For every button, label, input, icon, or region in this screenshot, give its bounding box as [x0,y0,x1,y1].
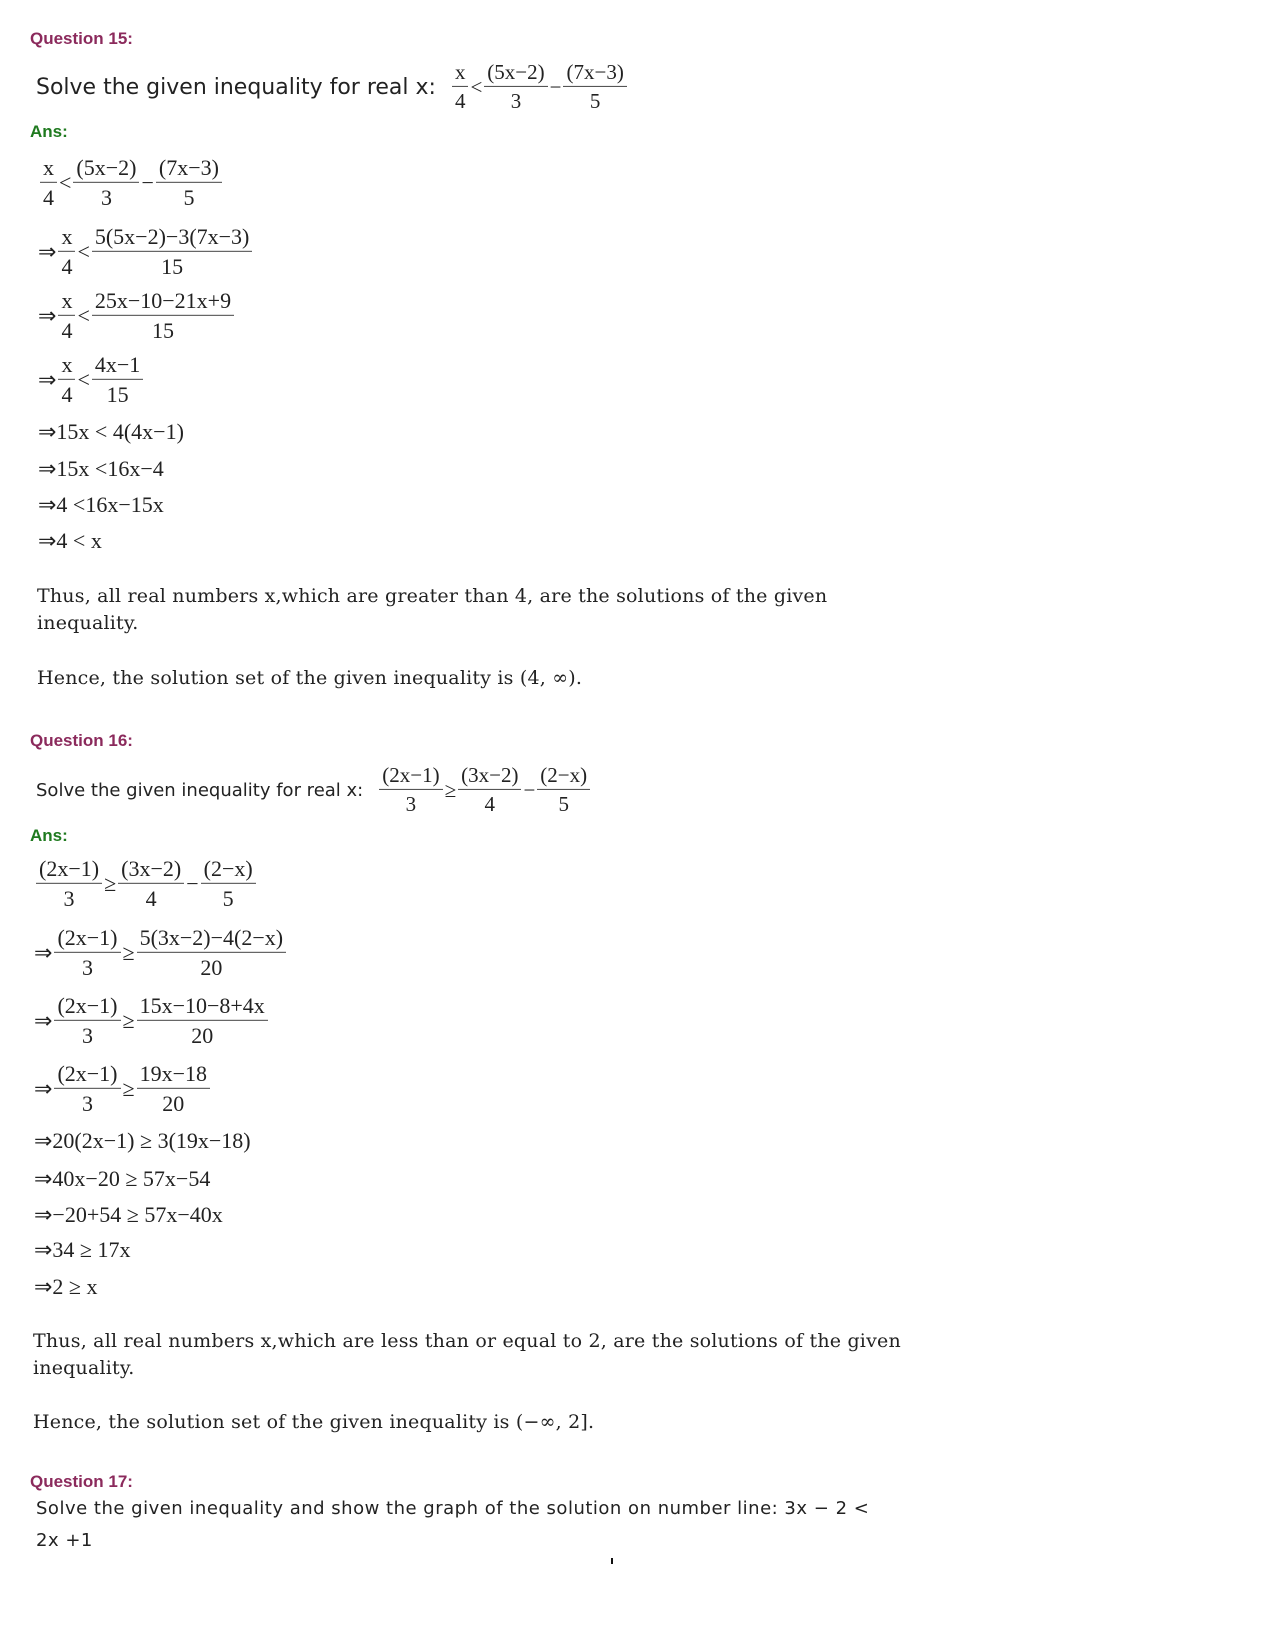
math-text: < [77,303,90,328]
denominator: 20 [162,1091,185,1116]
statement-inequality [377,764,592,816]
denominator: 4 [61,318,73,343]
math-text: ⇒ [34,940,53,965]
math-text: ⇒ [34,1008,53,1033]
denominator: 3 [81,1023,93,1048]
math-text: < [77,239,90,264]
conclusion-text: Thus, all real numbers x,which are less than or equal to 2, are the solutions of the given inequality. [33,1330,901,1379]
math-text: < [470,74,483,99]
solution-step [34,994,270,1048]
answer-label: Ans: [30,826,68,845]
math-text: ⇒40x−20 ≥ 57x−54 [34,1166,211,1191]
math-text: ≥ [104,871,117,896]
math-text: ⇒ [38,303,57,328]
denominator: 3 [100,185,112,210]
fraction [137,994,268,1048]
denominator: 4 [61,254,73,279]
denominator: 5 [589,89,601,113]
solution-step [34,857,258,911]
solution-step [34,1062,212,1116]
fraction [452,61,469,113]
numerator: (2x−1) [54,994,120,1021]
solution-step [38,353,145,407]
fraction [54,1062,120,1116]
solution-step [34,1202,223,1228]
solution-step [38,156,224,210]
numerator: 5(3x−2)−4(2−x) [137,926,287,953]
denominator: 4 [454,89,466,113]
math-text: ≥ [444,777,457,802]
solution-step [38,419,184,445]
math-text: − [186,871,199,896]
numerator: (2−x) [201,857,256,884]
math-text: − [141,170,154,195]
denominator: 3 [81,955,93,980]
denominator: 3 [510,89,522,113]
denominator: 4 [61,382,73,407]
math-text: ⇒2 ≥ x [34,1274,98,1299]
numerator: x [58,289,75,316]
solution-text: Hence, the solution set of the given inequality is (−∞, 2]. [33,1411,595,1433]
numerator: (5x−2) [484,61,547,87]
fraction [563,61,626,113]
solution-step [38,289,236,343]
denominator: 5 [222,886,234,911]
solution-text: Hence, the solution set of the given inequality is (4, ∞). [37,667,583,689]
math-text: < [59,170,72,195]
fraction [92,225,253,279]
fraction [484,61,547,113]
denominator: 15 [106,382,129,407]
denominator: 3 [81,1091,93,1116]
denominator: 5 [183,185,195,210]
fraction [118,857,184,911]
numerator: 4x−1 [92,353,143,380]
fraction [156,156,222,210]
math-text: ≥ [122,1008,135,1033]
math-text: ⇒15x < 4(4x−1) [38,419,184,444]
math-text: − [523,777,536,802]
numerator: (2x−1) [54,1062,120,1089]
numerator: (7x−3) [563,61,626,87]
math-text: ⇒34 ≥ 17x [34,1237,131,1262]
solution-step [38,528,102,554]
numerator: 19x−18 [137,1062,210,1089]
fraction [58,225,75,279]
fraction [379,764,442,816]
denominator: 3 [405,792,417,816]
question-16-statement [36,764,592,816]
math-text: − [549,74,562,99]
numerator: x [40,156,57,183]
fraction [137,926,287,980]
math-text: ⇒ [38,239,57,264]
math-text: ⇒20(2x−1) ≥ 3(19x−18) [34,1128,251,1153]
math-text: ⇒4 <16x−15x [38,492,164,517]
denominator: 4 [145,886,157,911]
stray-mark [611,1558,613,1564]
math-text: ⇒ [38,367,57,392]
solution-step [34,1237,131,1263]
fraction [73,156,139,210]
math-text: ≥ [122,1076,135,1101]
denominator: 20 [191,1023,214,1048]
answer-label: Ans: [30,122,68,141]
question-16-label: Question 16: [30,731,133,750]
solution-step [38,225,254,279]
numerator: (2−x) [537,764,590,790]
statement-text: Solve the given inequality for real x: [36,74,436,100]
fraction [137,1062,210,1116]
fraction [54,994,120,1048]
question-17-label: Question 17: [30,1472,133,1491]
numerator: (2x−1) [379,764,442,790]
fraction [54,926,120,980]
numerator: 25x−10−21x+9 [92,289,234,316]
denominator: 15 [161,254,184,279]
denominator: 15 [151,318,174,343]
math-text: ⇒−20+54 ≥ 57x−40x [34,1202,223,1227]
numerator: (3x−2) [118,857,184,884]
question-15-statement [36,61,629,113]
numerator: (2x−1) [36,857,102,884]
fraction [537,764,590,816]
numerator: (7x−3) [156,156,222,183]
statement-inequality [450,61,629,113]
solution-step [34,1166,210,1192]
solution-step [34,926,288,980]
solution-step [38,456,164,482]
conclusion-text: Thus, all real numbers x,which are greater than 4, are the solutions of the given inequality. [37,585,828,634]
math-text: ⇒15x <16x−4 [38,456,164,481]
denominator: 4 [484,792,496,816]
solution-step [34,1274,98,1300]
numerator: 5(5x−2)−3(7x−3) [92,225,253,252]
solution-step [34,1128,251,1154]
fraction [92,353,143,407]
numerator: 15x−10−8+4x [137,994,268,1021]
fraction [58,289,75,343]
question-15-label: Question 15: [30,29,133,48]
question-17-statement: Solve the given inequality and show the graph of the solution on number line: 3x − 2 < 2x +1 [36,1498,870,1551]
denominator: 4 [43,185,54,210]
math-text: < [77,367,90,392]
fraction [36,857,102,911]
fraction [40,156,57,210]
numerator: x [452,61,469,87]
denominator: 5 [558,792,569,816]
numerator: x [58,353,75,380]
fraction [58,353,75,407]
fraction [201,857,256,911]
numerator: (2x−1) [54,926,120,953]
solution-step [38,492,164,518]
math-text: ⇒ [34,1076,53,1101]
denominator: 3 [63,886,75,911]
numerator: (5x−2) [73,156,139,183]
fraction [458,764,521,816]
math-text: ≥ [122,940,135,965]
fraction [92,289,234,343]
numerator: (3x−2) [458,764,521,790]
denominator: 20 [200,955,223,980]
statement-text: Solve the given inequality for real x: [36,779,364,801]
math-text: ⇒4 < x [38,528,102,553]
numerator: x [58,225,75,252]
